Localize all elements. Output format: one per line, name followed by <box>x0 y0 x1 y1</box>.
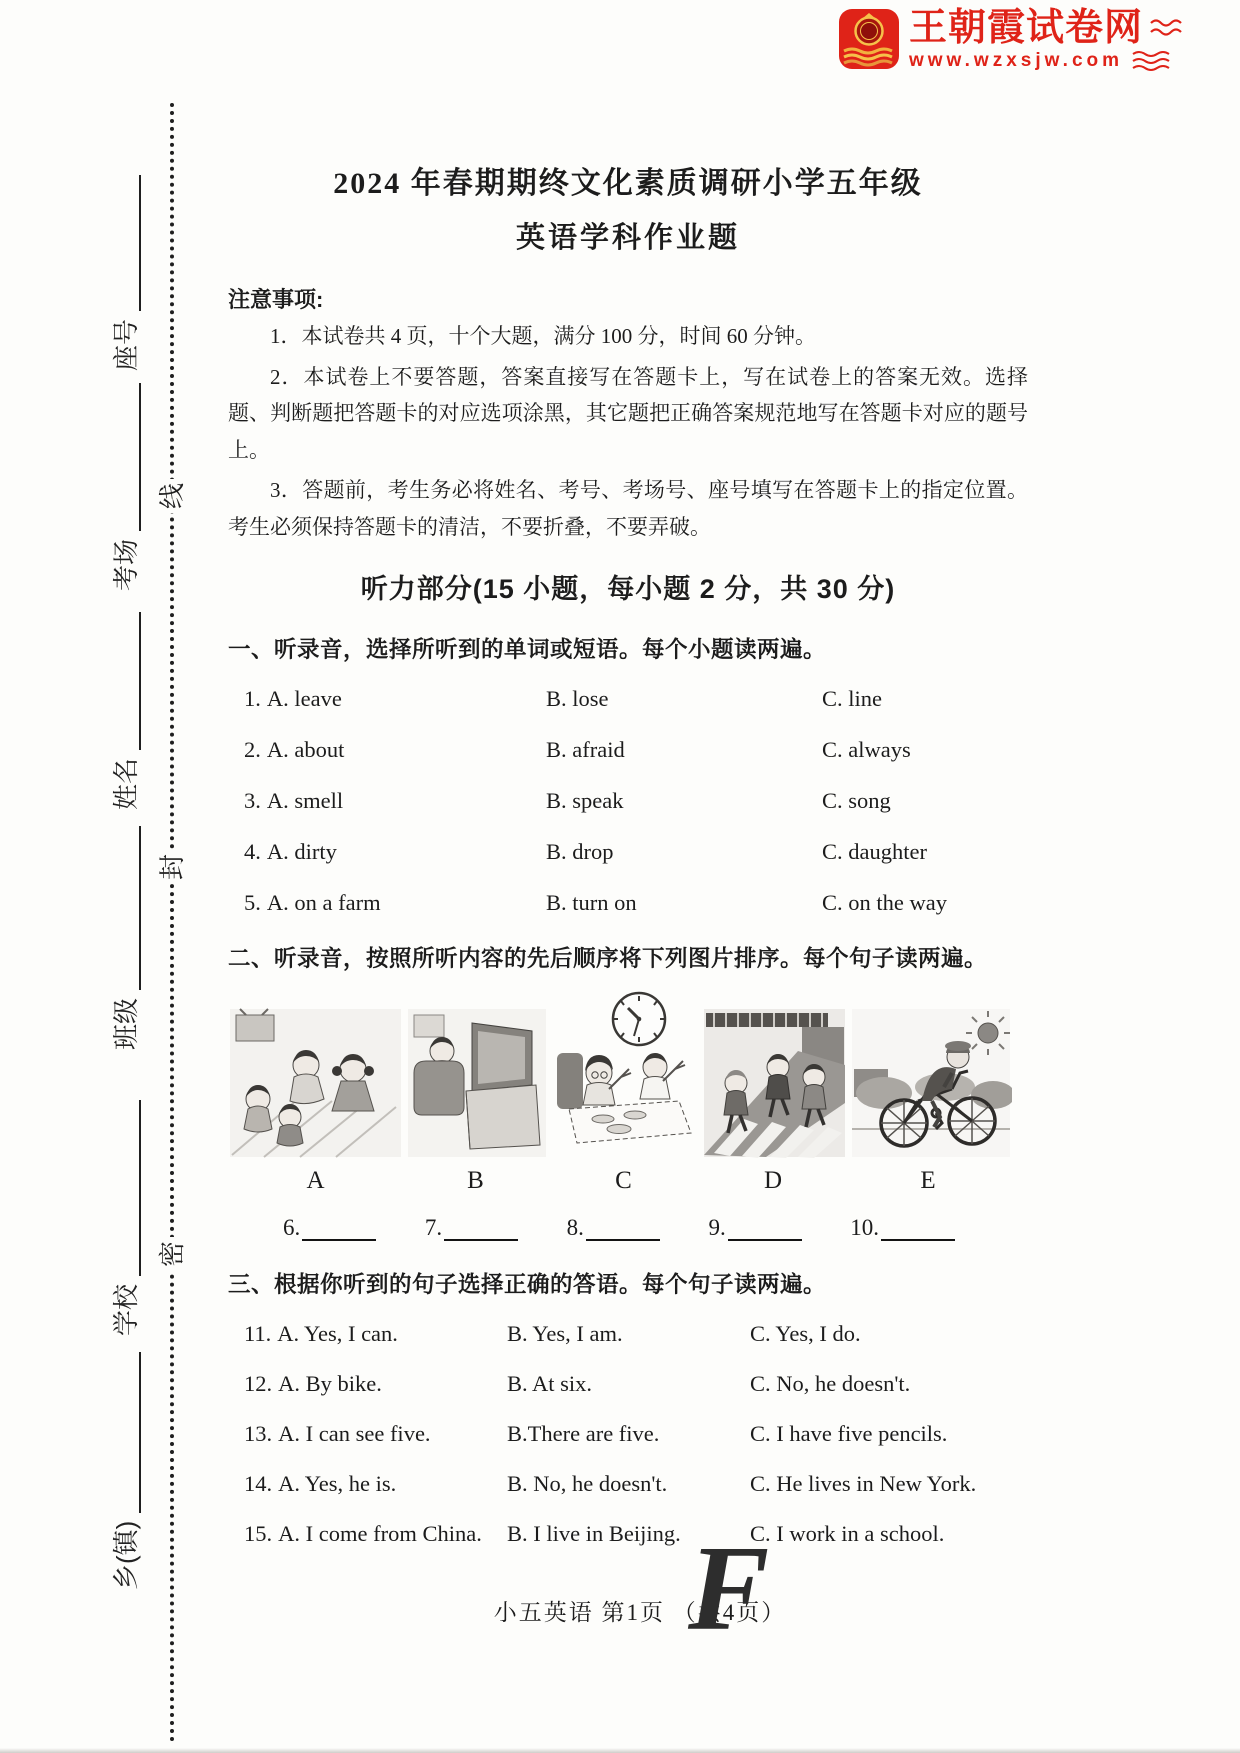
question-row-14 <box>228 1471 1028 1497</box>
blank-number: 6. <box>283 1215 301 1241</box>
option-c: C. line <box>822 686 882 712</box>
blank-number: 9. <box>708 1215 726 1241</box>
option-b: B. drop <box>546 839 614 865</box>
field-label: 学校 <box>111 1283 141 1336</box>
picture-label-e: E <box>920 1167 936 1195</box>
blank-number: 8. <box>566 1215 584 1241</box>
part2-heading: 二、听录音，按照所听内容的先后顺序将下列图片排序。每个句子读两遍。 <box>228 946 988 972</box>
question-number: 3. <box>244 788 261 814</box>
option-b: B. No, he doesn't. <box>507 1471 668 1497</box>
field-label: 座号 <box>111 318 141 371</box>
notice-heading: 注意事项: <box>228 287 324 312</box>
option-a: A. smell <box>266 788 344 814</box>
field-name <box>109 612 141 810</box>
question-row-15 <box>228 1521 1028 1547</box>
option-b: B. lose <box>546 686 609 712</box>
question-row-1 <box>228 686 1028 712</box>
seal-char-line: 线 <box>155 479 189 513</box>
wave-decoration-icon <box>1149 15 1183 41</box>
exam-content <box>228 158 1028 1571</box>
exam-title-line1: 2024 年春期期终文化素质调研小学五年级 <box>333 167 923 200</box>
page-footer: 小五英语 第1页 （共4页） <box>493 1600 787 1625</box>
question-number: 1. <box>244 686 261 712</box>
part2-answer-blanks <box>283 1215 955 1241</box>
field-class <box>109 826 141 1050</box>
part3-questions <box>228 1321 1028 1547</box>
picture-label-d: D <box>763 1167 783 1195</box>
option-a: A. Yes, I can. <box>277 1321 398 1347</box>
option-a: A. on a farm <box>266 890 381 916</box>
brand-logo <box>838 8 1183 72</box>
notice-item-3: 3．答题前，考生务必将姓名、考号、考场号、座号填写在答题卡上的指定位置。考生必须保持答题卡的清洁，不要折叠，不要弄破。 <box>228 478 1028 539</box>
option-a: A. I can see five. <box>278 1421 431 1447</box>
write-in-blank <box>135 826 141 990</box>
option-c: C. I work in a school. <box>750 1521 945 1547</box>
option-a: A. By bike. <box>278 1371 382 1397</box>
write-in-blank <box>135 612 141 750</box>
option-a: A. dirty <box>266 839 337 865</box>
scan-bottom-edge <box>0 1748 1240 1753</box>
brand-name: 王朝霞试卷网 <box>909 7 1144 49</box>
seal-char-feng: 封 <box>155 850 189 884</box>
watermark-letter-f: F <box>688 1521 770 1656</box>
picture-b-watching-tv <box>406 1007 548 1159</box>
part1-questions <box>228 686 1028 916</box>
picture-label-b: B <box>467 1167 484 1195</box>
question-number: 4. <box>244 839 261 865</box>
option-c: C. Yes, I do. <box>750 1321 861 1347</box>
picture-a-children-playing <box>228 1007 403 1159</box>
part3-heading: 三、根据你听到的句子选择正确的答语。每个句子读两遍。 <box>228 1272 827 1298</box>
field-township <box>109 1352 141 1590</box>
write-in-blank <box>135 383 141 531</box>
answer-blank <box>444 1233 518 1241</box>
picture-label-a: A <box>306 1167 325 1195</box>
option-c: C. on the way <box>822 890 947 916</box>
brand-url: www.wzxsjw.com <box>909 50 1124 71</box>
notice-item-2: 2．本试卷上不要答题，答案直接写在答题卡上，写在试卷上的答案无效。选择题、判断题把答题卡的对应选项涂黑，其它题把正确答案规范地写在答题卡对应的题号上。 <box>228 364 1028 462</box>
option-b: B. speak <box>546 788 624 814</box>
brand-emblem-icon <box>838 8 900 70</box>
answer-blank <box>302 1233 376 1241</box>
part1-heading: 一、听录音，选择所听到的单词或短语。每个小题读两遍。 <box>228 637 827 663</box>
question-row-2 <box>228 737 1028 763</box>
option-b: B. I live in Beijing. <box>507 1521 681 1547</box>
wave-decoration-icon <box>1131 50 1173 72</box>
option-c: C. No, he doesn't. <box>750 1371 911 1397</box>
option-b: B.There are five. <box>507 1421 660 1447</box>
question-number: 2. <box>244 737 261 763</box>
option-c: C. always <box>822 737 911 763</box>
field-label: 乡(镇) <box>111 1520 141 1590</box>
field-label: 姓名 <box>111 757 141 810</box>
answer-blank <box>586 1233 660 1241</box>
picture-c-eating-dinner-clock <box>551 989 699 1159</box>
answer-blank <box>728 1233 802 1241</box>
question-number: 13. <box>244 1421 273 1447</box>
field-seat-number <box>109 175 141 371</box>
seal-char-mi: 密 <box>155 1237 189 1271</box>
answer-blank <box>881 1233 955 1241</box>
question-row-5 <box>228 890 1028 916</box>
exam-title-line2: 英语学科作业题 <box>515 222 740 254</box>
option-c: C. daughter <box>822 839 927 865</box>
question-row-3 <box>228 788 1028 814</box>
option-b: B. Yes, I am. <box>507 1321 623 1347</box>
question-number: 11. <box>244 1321 272 1347</box>
option-a: A. about <box>266 737 345 763</box>
option-c: C. song <box>822 788 891 814</box>
write-in-blank <box>135 175 141 311</box>
option-c: C. I have five pencils. <box>750 1421 948 1447</box>
write-in-blank <box>135 1100 141 1276</box>
option-a: A. I come from China. <box>278 1521 482 1547</box>
picture-e-riding-bicycle <box>850 1007 1012 1159</box>
field-label: 班级 <box>111 997 141 1050</box>
listening-section-heading: 听力部分(15 小题，每小题 2 分，共 30 分) <box>360 574 896 605</box>
question-row-13 <box>228 1421 1028 1447</box>
write-in-blank <box>135 1352 141 1513</box>
question-number: 14. <box>244 1471 273 1497</box>
notice-item-1: 1．本试卷共 4 页，十个大题，满分 100 分，时间 60 分钟。 <box>270 324 816 348</box>
question-number: 15. <box>244 1521 273 1547</box>
part2-pictures-row <box>228 989 1028 1159</box>
seal-dotted-line <box>170 103 174 1743</box>
question-number: 5. <box>244 890 261 916</box>
option-b: B. turn on <box>546 890 637 916</box>
question-row-12 <box>228 1371 1028 1397</box>
field-label: 考场 <box>111 538 141 591</box>
picture-label-c: C <box>615 1167 632 1195</box>
picture-d-crossing-street <box>702 1007 847 1159</box>
blank-number: 10. <box>850 1215 879 1241</box>
option-c: C. He lives in New York. <box>750 1471 977 1497</box>
field-school <box>109 1100 141 1336</box>
option-a: A. leave <box>266 686 342 712</box>
question-number: 12. <box>244 1371 273 1397</box>
blank-number: 7. <box>424 1215 443 1241</box>
option-b: B. At six. <box>507 1371 593 1397</box>
question-row-4 <box>228 839 1028 865</box>
option-a: A. Yes, he is. <box>278 1471 397 1497</box>
field-exam-room <box>109 383 141 591</box>
option-b: B. afraid <box>546 737 625 763</box>
question-row-11 <box>228 1321 1028 1347</box>
picture-letter-row <box>228 1167 1028 1195</box>
